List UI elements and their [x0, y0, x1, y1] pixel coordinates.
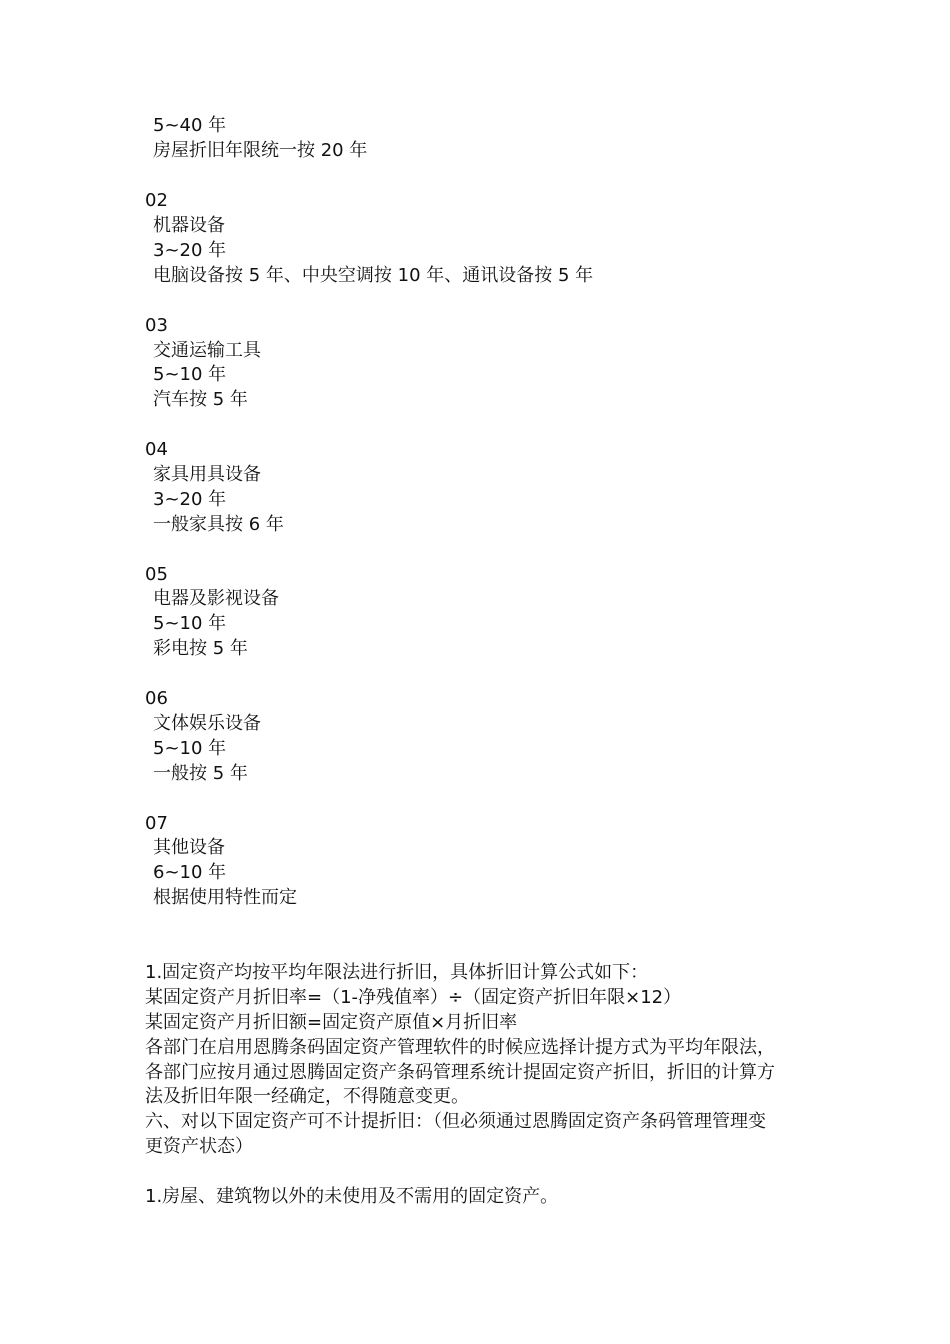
note-furniture: 一般家具按 6 年 [153, 514, 284, 535]
formula-rate: 某固定资产月折旧率=（1-净残值率）÷（固定资产折旧年限×12） [145, 987, 682, 1008]
paragraph-software-1: 各部门在启用恩腾条码固定资产管理软件的时候应选择计提方式为平均年限法， [145, 1037, 775, 1058]
paragraph-software-3: 法及折旧年限一经确定，不得随意变更。 [145, 1086, 469, 1107]
note-recreation: 一般按 5 年 [153, 763, 248, 784]
category-code-02: 02 [145, 190, 168, 211]
category-code-03: 03 [145, 315, 168, 336]
range-years-recreation: 5~10 年 [153, 738, 227, 759]
note-electrical: 彩电按 5 年 [153, 638, 248, 659]
range-years-machinery: 3~20 年 [153, 240, 227, 261]
range-years-furniture: 3~20 年 [153, 489, 227, 510]
section-heading-six-1: 六、对以下固定资产可不计提折旧：（但必须通过恩腾固定资产条码管理管理变 [145, 1111, 766, 1132]
category-code-06: 06 [145, 688, 168, 709]
note-other: 根据使用特性而定 [153, 887, 297, 908]
range-years-houses: 5~40 年 [153, 115, 227, 136]
category-name-furniture: 家具用具设备 [153, 464, 261, 485]
category-name-transport: 交通运输工具 [153, 340, 261, 361]
category-name-recreation: 文体娱乐设备 [153, 713, 261, 734]
note-transport: 汽车按 5 年 [153, 389, 248, 410]
note-machinery: 电脑设备按 5 年、中央空调按 10 年、通讯设备按 5 年 [153, 265, 594, 286]
category-code-05: 05 [145, 564, 168, 585]
formula-amount: 某固定资产月折旧额=固定资产原值×月折旧率 [145, 1012, 518, 1033]
category-name-machinery: 机器设备 [153, 215, 225, 236]
category-name-other: 其他设备 [153, 837, 225, 858]
category-code-04: 04 [145, 439, 168, 460]
range-years-transport: 5~10 年 [153, 364, 227, 385]
range-years-electrical: 5~10 年 [153, 613, 227, 634]
category-name-electrical: 电器及影视设备 [153, 588, 279, 609]
range-years-other: 6~10 年 [153, 862, 227, 883]
paragraph-method: 1.固定资产均按平均年限法进行折旧，具体折旧计算公式如下： [145, 962, 649, 983]
category-code-07: 07 [145, 813, 168, 834]
list-item-1: 1.房屋、建筑物以外的未使用及不需用的固定资产。 [145, 1186, 559, 1207]
paragraph-software-2: 各部门应按月通过恩腾固定资产条码管理系统计提固定资产折旧，折旧的计算方 [145, 1062, 775, 1083]
section-heading-six-2: 更资产状态） [145, 1136, 253, 1157]
note-houses: 房屋折旧年限统一按 20 年 [153, 140, 368, 161]
